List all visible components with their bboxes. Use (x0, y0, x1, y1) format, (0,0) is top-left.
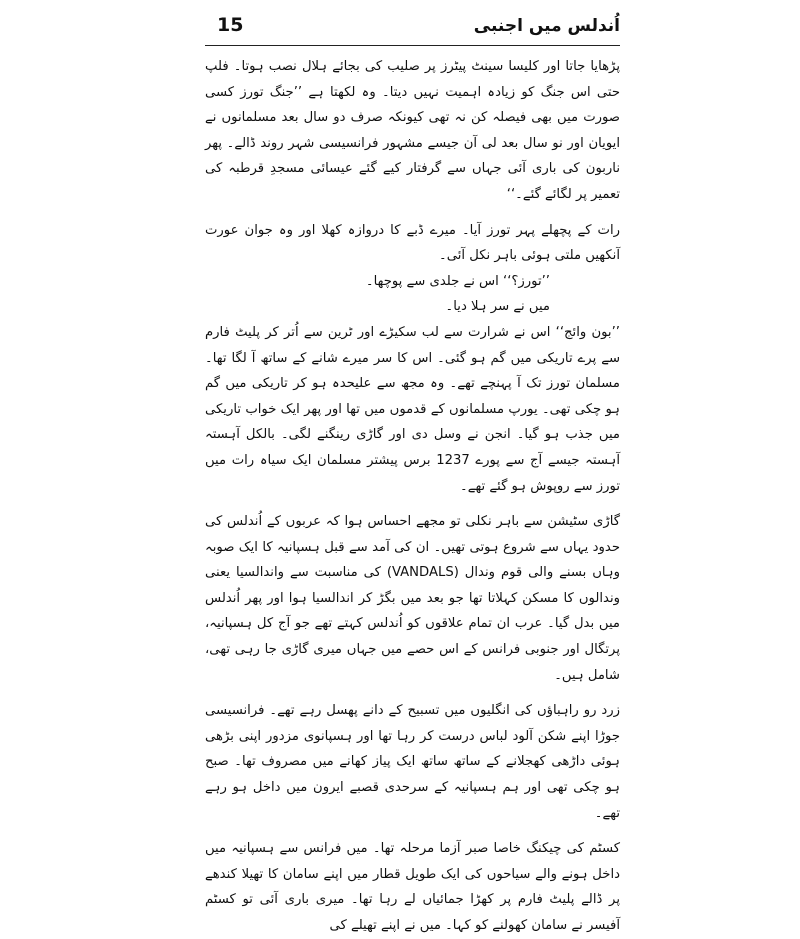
paragraph: زرد رو راہباؤں کی انگلیوں میں تسبیح کے دانے پھسل رہے تھے۔ فرانسیسی جوڑا اپنے شکن آلود لباس درست کر رہا تھا اور ہسپانوی مزدور اپنی بڑھی ہوئی داڑھی کھجلانے کے ساتھ ساتھ ایک پیاز کھانے میں مصروف تھا۔ صبح ہو چکی تھی اور ہم ہسپانیہ کے سرحدی قصبے ایرون میں داخل ہو رہے تھے۔ (205, 703, 620, 821)
paragraph: ’’تورز؟‘‘ اس نے جلدی سے پوچھا۔ (365, 273, 550, 289)
paragraph: ’’بون وائج‘‘ اس نے شرارت سے لب سکیڑے اور ٹرین سے اُتر کر پلیٹ فارم سے پرے تاریکی میں گم ہو گئی۔ اس کا سر میرے شانے کے ساتھ آ لگا تھا۔ مسلمان تورز تک آ پہنچے تھے۔ وہ مجھ سے علیحدہ ہو کر تاریکی میں گم ہو چکی تھی۔ یورپ مسلمانوں کے قدموں میں تھا اور پھر ایک خواب تاریکی میں جذب ہو گیا۔ انجن نے وسل دی اور گاڑی رینگنے لگی۔ بالکل آہستہ آہستہ جیسے آج سے پورے 1237 برس پیشتر مسلمان ایک سیاہ رات میں تورز سے روپوش ہو گئے تھے۔ (205, 324, 620, 494)
page-body (205, 54, 620, 939)
paragraph: میں نے سر ہلا دیا۔ (445, 299, 550, 315)
header-divider (205, 45, 620, 46)
paragraph: رات کے پچھلے پہر تورز آیا۔ میرے ڈبے کا دروازہ کھلا اور وہ جوان عورت آنکھیں ملتی ہوئی باہر نکل آئی۔ (205, 222, 620, 264)
paragraph: کسٹم کی چیکنگ خاصا صبر آزما مرحلہ تھا۔ میں فرانس سے ہسپانیہ میں داخل ہونے والے سیاحوں کی ایک طویل قطار میں اپنے سامان کا تھیلا کندھے پر ڈالے پلیٹ فارم پر کھڑا جمائیاں لے رہا تھا۔ میری باری آئی تو کسٹم آفیسر نے سامان کھولنے کو کہا۔ میں نے اپنے تھیلے کی (205, 841, 620, 933)
page-number: 15 (217, 14, 244, 36)
page-header (205, 12, 620, 44)
paragraph: پڑھایا جاتا اور کلیسا سینٹ پیٹرز پر صلیب کی بجائے ہلال نصب ہوتا۔ فلپ حتی اس جنگ کو زیادہ اہمیت نہیں دیتا۔ وہ لکھتا ہے ’’جنگ تورز کسی صورت میں بھی فیصلہ کن نہ تھی کیونکہ صرف دو سال بعد مسلمانوں نے ایویان اور نو سال بعد لی آن جیسے مشہور فرانسیسی شہر روند ڈالے۔ پھر ناربون کی باری آئی جہاں سے گرفتار کیے گئے عیسائی مسجدِ قرطبہ کی تعمیر پر لگائے گئے۔‘‘ (205, 59, 620, 202)
paragraph: گاڑی سٹیشن سے باہر نکلی تو مجھے احساس ہوا کہ عربوں کے اُندلس کی حدود یہاں سے شروع ہوتی تھیں۔ ان کی آمد سے قبل ہسپانیہ کا ایک صوبہ وہاں بسنے والی قوم وندال (VANDALS) کی مناسبت سے واندالسیا یعنی وندالوں کا مسکن کہلاتا تھا جو بعد میں بگڑ کر اندالسیا ہوا اور پھر اُندلس میں بدل گیا۔ عرب ان تمام علاقوں کو اُندلس کہتے تھے جو آج کل ہسپانیہ، پرتگال اور جنوبی فرانس کے اس حصے میں جہاں میری گاڑی جا رہی تھی، شامل ہیں۔ (205, 514, 621, 683)
running-title: اُندلس میں اجنبی (473, 16, 620, 36)
